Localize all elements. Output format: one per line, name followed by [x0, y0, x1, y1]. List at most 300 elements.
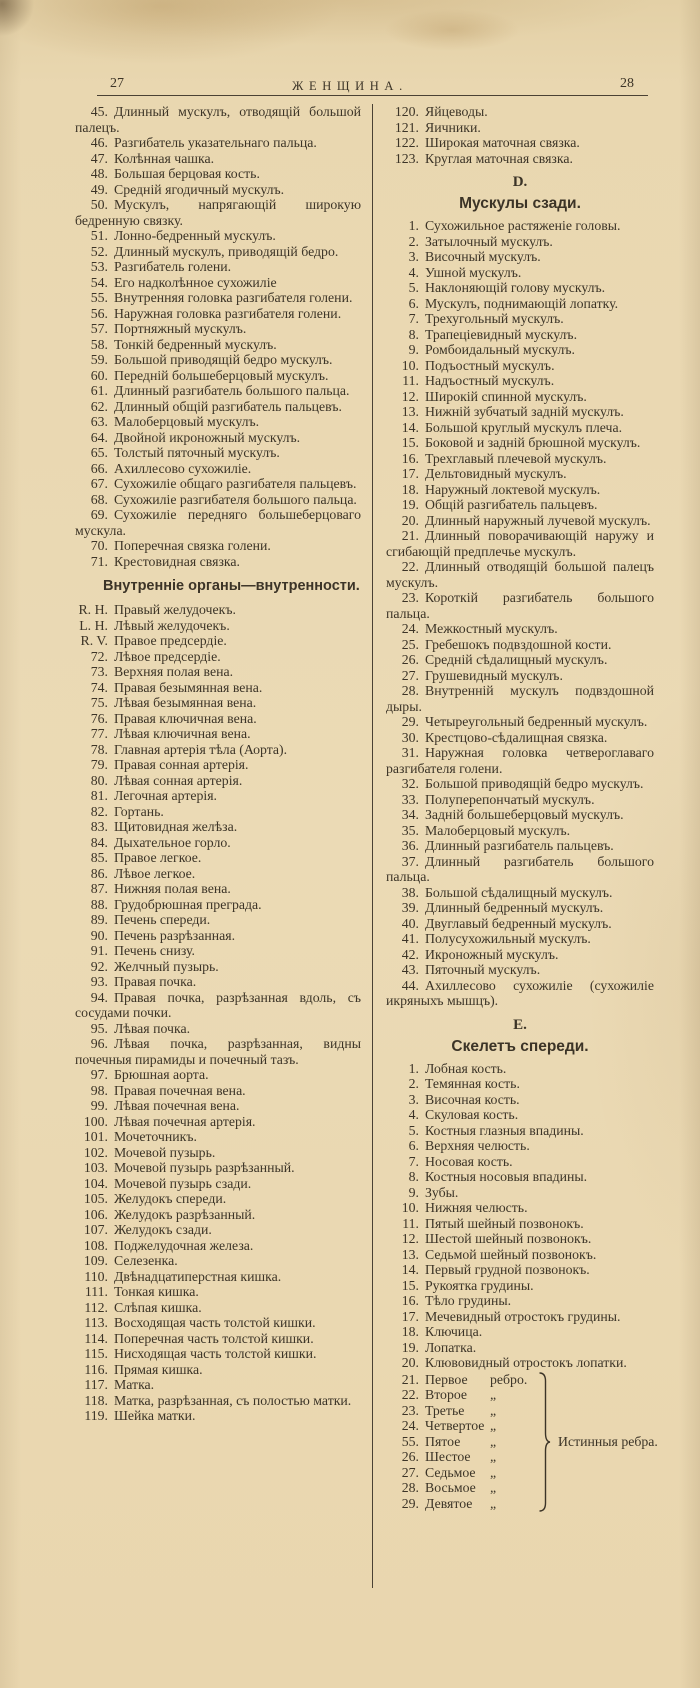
- item-text: Мочевой пузырь разрѣзанный.: [114, 1160, 295, 1175]
- item-number: 15.: [401, 1277, 419, 1293]
- item-number: 39.: [401, 900, 419, 915]
- item-number: 20.: [401, 1355, 419, 1370]
- item-text: Мечевидный отростокъ грудины.: [425, 1308, 621, 1324]
- list-item: [75, 166, 361, 182]
- list-item: [75, 943, 361, 959]
- item-text: Подъостный мускулъ.: [425, 357, 555, 373]
- item-text: Ушной мускулъ.: [425, 264, 522, 280]
- list-item: [386, 590, 654, 621]
- section-e-letter: E.: [513, 1016, 527, 1033]
- item-number: 43.: [401, 962, 419, 977]
- item-number: 59.: [90, 352, 108, 367]
- item-number: 105.: [83, 1191, 108, 1206]
- internal-organs-list: [75, 602, 361, 1424]
- item-number: 6.: [408, 1138, 419, 1153]
- item-text: Яйцеводы.: [425, 104, 488, 119]
- ditto-mark: „: [490, 1464, 497, 1480]
- rib-item: [386, 1480, 536, 1496]
- ditto-mark: ребро.: [490, 1371, 528, 1387]
- item-number: 109.: [83, 1253, 108, 1268]
- list-item: [75, 352, 361, 368]
- item-text: Щитовидная желѣза.: [114, 819, 238, 834]
- item-number: 28.: [401, 1480, 419, 1495]
- true-ribs-label: Истинныя ребра.: [558, 1433, 658, 1449]
- item-text: Тонкая кишка.: [114, 1284, 199, 1299]
- item-number: 77.: [90, 726, 108, 741]
- list-item: [386, 1123, 654, 1139]
- item-number: 123.: [394, 150, 419, 166]
- item-number: 44.: [401, 977, 419, 993]
- item-text: Длинный разгибатель большого пальца.: [114, 383, 350, 398]
- item-text: Яичники.: [425, 119, 481, 135]
- list-item: [75, 1160, 361, 1176]
- list-item: [386, 513, 654, 529]
- item-text: Желудокъ сзади.: [114, 1222, 212, 1237]
- item-text: Внутренняя головка разгибателя голени.: [114, 290, 353, 305]
- list-item: [386, 404, 654, 420]
- item-number: 5.: [408, 1122, 419, 1138]
- list-item: [75, 1331, 361, 1347]
- item-number: 12.: [401, 388, 419, 404]
- item-number: 55.: [90, 290, 108, 305]
- item-text: Ромбоидальный мускулъ.: [425, 342, 575, 357]
- list-item: [386, 838, 654, 854]
- list-item: [75, 1145, 361, 1161]
- item-text: Длинный отводящій большой палецъ мускулъ.: [386, 559, 654, 590]
- list-item: [386, 823, 654, 839]
- item-number: 63.: [90, 414, 108, 429]
- item-number: 49.: [90, 181, 108, 197]
- item-number: 53.: [90, 259, 108, 274]
- list-item: [75, 135, 361, 151]
- list-item: [386, 1138, 654, 1154]
- item-number: 62.: [90, 398, 108, 414]
- list-item: [386, 1355, 654, 1371]
- list-item: [386, 1092, 654, 1108]
- item-number: 19.: [401, 1339, 419, 1355]
- item-number: 29.: [401, 1495, 419, 1511]
- item-text: Большой сѣдалищный мускулъ.: [425, 884, 613, 900]
- list-item: [75, 928, 361, 944]
- item-text: Большой приводящій бедро мускулъ.: [114, 352, 333, 367]
- item-number: 55.: [401, 1433, 419, 1449]
- list-item: [386, 978, 654, 1009]
- item-text: Сухожиліе общаго разгибателя пальцевъ.: [114, 476, 357, 491]
- item-number: 22.: [401, 1387, 419, 1402]
- item-number: 54.: [90, 274, 108, 290]
- ditto-mark: „: [490, 1402, 497, 1418]
- item-text: Правая сонная артерія.: [114, 757, 249, 772]
- item-number: 90.: [90, 927, 108, 943]
- item-number: 28.: [401, 683, 419, 698]
- ditto-mark: „: [490, 1449, 497, 1464]
- list-item: [75, 1393, 361, 1409]
- list-item: [75, 337, 361, 353]
- item-number: 71.: [90, 553, 108, 569]
- item-text: Лѣвая ключичная вена.: [114, 726, 251, 741]
- item-text: Верхняя челюсть.: [425, 1138, 530, 1153]
- item-number: 32.: [401, 776, 419, 791]
- item-number: 5.: [408, 280, 419, 295]
- item-number: 107.: [83, 1222, 108, 1237]
- rib-item: [386, 1434, 536, 1450]
- section-heading-internal-organs: Внутренніе органы—внутренности.: [103, 578, 360, 594]
- item-number: 18.: [401, 1324, 419, 1339]
- list-item: [75, 290, 361, 306]
- ribs-list: [386, 1372, 536, 1512]
- item-text: Лонно-бедренный мускулъ.: [114, 228, 276, 243]
- item-number: 93.: [90, 974, 108, 989]
- list-item: [386, 1278, 654, 1294]
- item-number: 24.: [401, 621, 419, 636]
- item-text: Желудокъ разрѣзанный.: [114, 1206, 256, 1222]
- list-item: [386, 265, 654, 281]
- list-item: [75, 819, 361, 835]
- rib-name: Восьмое: [425, 1480, 476, 1495]
- item-text: Нижняя челюсть.: [425, 1200, 528, 1215]
- item-number: 37.: [401, 853, 419, 869]
- item-text: Правая ключичная вена.: [114, 710, 257, 726]
- item-number: 67.: [90, 476, 108, 491]
- item-number: 18.: [401, 481, 419, 497]
- item-text: Поперечная часть толстой кишки.: [114, 1330, 314, 1346]
- item-number: 113.: [84, 1315, 108, 1330]
- item-text: Прямая кишка.: [114, 1361, 203, 1377]
- item-number: 35.: [401, 822, 419, 838]
- list-item: [75, 1083, 361, 1099]
- item-text: Большая берцовая кость.: [114, 166, 260, 181]
- item-number: 14.: [401, 419, 419, 435]
- item-number: 76.: [90, 710, 108, 726]
- list-item: [75, 244, 361, 260]
- item-number: 85.: [90, 850, 108, 865]
- item-text: Тѣло грудины.: [425, 1293, 512, 1308]
- list-item: [386, 311, 654, 327]
- list-item: [386, 916, 654, 932]
- item-number: 2.: [408, 1076, 419, 1091]
- section-e-title: Скелетъ спереди.: [451, 1037, 589, 1055]
- item-number: R. V.: [80, 633, 108, 648]
- item-text: Его надколѣнное сухожиліе: [114, 274, 277, 290]
- list-item: [386, 1309, 654, 1325]
- item-text: Гребешокъ подвздошной кости.: [425, 636, 612, 652]
- list-item: [386, 559, 654, 590]
- item-number: 100.: [83, 1113, 108, 1129]
- list-item: [386, 280, 654, 296]
- item-number: 101.: [83, 1129, 108, 1144]
- item-number: 17.: [401, 1308, 419, 1324]
- item-number: 8.: [408, 326, 419, 342]
- list-item: [386, 668, 654, 684]
- item-text: Мочеточникъ.: [114, 1129, 197, 1144]
- list-item: [386, 420, 654, 436]
- list-item: [75, 1176, 361, 1192]
- item-text: Главная артерія тѣла (Аорта).: [114, 741, 288, 757]
- list-item: [386, 1185, 654, 1201]
- item-text: Матка, разрѣзанная, съ полостью матки.: [114, 1392, 352, 1408]
- item-number: 122.: [394, 135, 419, 150]
- item-text: Печень спереди.: [114, 912, 211, 927]
- list-item: [75, 866, 361, 882]
- item-number: 38.: [401, 884, 419, 900]
- item-number: 7.: [408, 1153, 419, 1169]
- list-item: [75, 757, 361, 773]
- item-number: 89.: [90, 912, 108, 927]
- list-item: [386, 218, 654, 234]
- item-text: Дельтовидный мускулъ.: [425, 466, 567, 481]
- item-text: Правая безымянная вена.: [114, 679, 263, 695]
- item-number: 84.: [90, 834, 108, 850]
- item-number: 24.: [401, 1418, 419, 1433]
- list-item: [75, 476, 361, 492]
- item-number: 87.: [90, 881, 108, 896]
- item-number: 31.: [401, 745, 419, 760]
- item-text: Нижній зубчатый задній мускулъ.: [425, 404, 624, 419]
- item-number: 110.: [84, 1268, 108, 1284]
- item-number: 3.: [408, 249, 419, 264]
- item-number: 4.: [408, 264, 419, 280]
- item-text: Наружный локтевой мускулъ.: [425, 481, 601, 497]
- item-number: 10.: [401, 1200, 419, 1215]
- running-title: ЖЕНЩИНА.: [292, 79, 408, 93]
- item-number: 99.: [90, 1098, 108, 1113]
- brace-glyph: [538, 1372, 551, 1512]
- item-text: Легочная артерія.: [114, 788, 218, 803]
- item-text: Портняжный мускулъ.: [114, 321, 247, 336]
- item-text: Крестцово-сѣдалищная связка.: [425, 729, 608, 745]
- list-item: [75, 649, 361, 665]
- item-number: 3.: [408, 1091, 419, 1107]
- list-item: [75, 695, 361, 711]
- item-text: Лѣвая сонная артерія.: [114, 772, 243, 788]
- rib-item: [386, 1418, 536, 1434]
- list-item: [386, 342, 654, 358]
- list-item: [75, 414, 361, 430]
- item-number: 117.: [84, 1377, 108, 1392]
- item-text: Длинный мускулъ, приводящій бедро.: [114, 243, 339, 259]
- item-text: Шейка матки.: [114, 1408, 196, 1423]
- list-item: [386, 807, 654, 823]
- list-item: [75, 1036, 361, 1067]
- list-item: [75, 1114, 361, 1130]
- muscles-front-list: [75, 104, 361, 569]
- item-number: 103.: [83, 1160, 108, 1175]
- column-divider: [372, 104, 373, 1588]
- list-item: [386, 358, 654, 374]
- list-item: [75, 399, 361, 415]
- item-text: Двуглавый бедренный мускулъ.: [425, 915, 612, 931]
- item-text: Мускулъ, поднимающій лопатку.: [425, 295, 619, 311]
- item-text: Полусухожильный мускулъ.: [425, 931, 591, 946]
- item-text: Длинный бедренный мускулъ.: [425, 900, 604, 915]
- item-number: 42.: [401, 946, 419, 962]
- list-item: [386, 1324, 654, 1340]
- list-item: [75, 835, 361, 851]
- list-item: [75, 974, 361, 990]
- list-item: [75, 680, 361, 696]
- item-text: Наклоняющій голову мускулъ.: [425, 280, 606, 295]
- item-number: 6.: [408, 295, 419, 311]
- item-number: 29.: [401, 714, 419, 729]
- rib-item: [386, 1372, 536, 1388]
- list-item: [75, 1207, 361, 1223]
- ribs-group: [386, 1371, 658, 1512]
- item-number: 10.: [401, 357, 419, 373]
- item-number: 78.: [90, 741, 108, 757]
- list-item: [386, 1340, 654, 1356]
- item-text: Длинный разгибатель пальцевъ.: [425, 838, 614, 853]
- item-number: 41.: [401, 931, 419, 946]
- item-text: Темянная кость.: [425, 1076, 520, 1091]
- item-number: L. H.: [79, 617, 108, 633]
- item-text: Гортань.: [114, 803, 164, 819]
- item-number: 56.: [90, 305, 108, 321]
- item-text: Общій разгибатель пальцевъ.: [425, 497, 598, 512]
- item-number: 102.: [83, 1144, 108, 1160]
- list-item: [75, 881, 361, 897]
- item-text: Лѣвое легкое.: [114, 865, 196, 881]
- item-text: Длинный разгибатель большого пальца.: [386, 853, 654, 884]
- item-text: Сухожильное растяженіе головы.: [425, 218, 621, 233]
- list-item: [75, 1362, 361, 1378]
- list-item: [75, 182, 361, 198]
- item-text: Желудокъ спереди.: [114, 1191, 227, 1206]
- item-number: 33.: [401, 791, 419, 807]
- rib-name: Девятое: [425, 1495, 473, 1511]
- item-text: Двойной икроножный мускулъ.: [114, 429, 301, 445]
- item-text: Дыхательное горло.: [114, 834, 231, 850]
- item-text: Крестовидная связка.: [114, 553, 240, 569]
- list-item: [75, 1253, 361, 1269]
- item-number: 45.: [90, 104, 108, 119]
- rib-item: [386, 1496, 536, 1512]
- item-text: Желчный пузырь.: [114, 958, 219, 974]
- item-text: Поперечная связка голени.: [114, 538, 271, 553]
- list-item: [75, 711, 361, 727]
- item-number: 11.: [402, 1215, 419, 1231]
- item-number: 19.: [401, 497, 419, 512]
- list-item: [75, 773, 361, 789]
- list-item: [386, 1061, 654, 1077]
- item-number: 40.: [401, 915, 419, 931]
- list-item: [75, 197, 361, 228]
- item-number: R. H.: [78, 602, 108, 617]
- list-item: [75, 618, 361, 634]
- item-text: Лѣвое предсердіе.: [114, 648, 221, 664]
- item-number: 2.: [408, 233, 419, 249]
- list-item: [386, 947, 654, 963]
- item-text: Нижняя полая вена.: [114, 881, 231, 896]
- item-number: 16.: [401, 450, 419, 466]
- item-text: Правое предсердіе.: [114, 633, 227, 648]
- section-e-header: [386, 1017, 654, 1056]
- list-item: [386, 900, 654, 916]
- list-item: [386, 1247, 654, 1263]
- list-item: [386, 1216, 654, 1232]
- item-text: Височная кость.: [425, 1091, 520, 1107]
- item-text: Грушевидный мускулъ.: [425, 667, 563, 683]
- item-number: 74.: [90, 679, 108, 695]
- item-number: 4.: [408, 1107, 419, 1122]
- item-text: Шестой шейный позвонокъ.: [425, 1231, 592, 1246]
- item-text: Малоберцовый мускулъ.: [425, 822, 571, 838]
- list-item: [75, 151, 361, 167]
- list-item: [75, 430, 361, 446]
- item-text: Мочевой пузырь сзади.: [114, 1175, 252, 1191]
- list-item: [386, 451, 654, 467]
- list-item: [386, 730, 654, 746]
- item-number: 9.: [408, 1184, 419, 1200]
- item-text: Длинный наружный лучевой мускулъ.: [425, 512, 651, 528]
- item-number: 91.: [90, 943, 108, 958]
- item-number: 51.: [90, 228, 108, 243]
- item-text: Средній ягодичный мускулъ.: [114, 181, 285, 197]
- item-text: Зубы.: [425, 1184, 459, 1200]
- item-text: Ахиллесово сухожиліе (сухожиліе икряныхъ мышцъ).: [386, 977, 654, 1008]
- item-text: Затылочный мускулъ.: [425, 233, 553, 249]
- item-text: Двѣнадцатиперстная кишка.: [114, 1268, 282, 1284]
- ditto-mark: „: [490, 1387, 497, 1402]
- item-number: 98.: [90, 1082, 108, 1098]
- list-item: [75, 602, 361, 618]
- item-text: Мочевой пузырь.: [114, 1144, 216, 1160]
- item-number: 106.: [83, 1206, 108, 1222]
- ditto-mark: „: [490, 1433, 497, 1449]
- item-text: Костныя глазныя впадины.: [425, 1122, 584, 1138]
- item-number: 72.: [90, 648, 108, 664]
- item-text: Внутренній мускулъ подвздошной дыры.: [386, 683, 654, 714]
- item-number: 27.: [401, 1464, 419, 1480]
- item-number: 7.: [408, 311, 419, 326]
- item-text: Лѣвая почка, разрѣзанная, видны почечныя пирамиды и почечный тазъ.: [75, 1036, 361, 1067]
- item-number: 25.: [401, 636, 419, 652]
- item-number: 83.: [90, 819, 108, 834]
- item-number: 15.: [401, 435, 419, 450]
- item-number: 108.: [83, 1237, 108, 1253]
- item-number: 94.: [90, 989, 108, 1005]
- item-number: 96.: [90, 1036, 108, 1051]
- item-number: 60.: [90, 367, 108, 383]
- item-text: Широкій спинной мускулъ.: [425, 388, 587, 404]
- item-text: Ключица.: [425, 1324, 483, 1339]
- header-rule: [97, 95, 648, 96]
- list-item: [75, 1191, 361, 1207]
- item-text: Разгибатель указательнаго пальца.: [114, 135, 317, 150]
- list-item: [386, 120, 654, 136]
- internal-organs-continued-list: [386, 104, 654, 166]
- item-number: 112.: [84, 1299, 108, 1315]
- item-text: Пяточный мускулъ.: [425, 962, 541, 977]
- item-text: Колѣнная чашка.: [114, 150, 215, 166]
- item-text: Задній большеберцовый мускулъ.: [425, 807, 624, 822]
- list-item: [75, 1284, 361, 1300]
- item-text: Правая почечная вена.: [114, 1082, 246, 1098]
- item-text: Лѣвый желудочекъ.: [114, 617, 230, 633]
- item-number: 36.: [401, 838, 419, 853]
- item-text: Широкая маточная связка.: [425, 135, 580, 150]
- item-number: 92.: [90, 958, 108, 974]
- list-item: [75, 1238, 361, 1254]
- list-item: [386, 435, 654, 451]
- item-number: 23.: [401, 1402, 419, 1418]
- item-number: 116.: [84, 1361, 108, 1377]
- list-item: [75, 1222, 361, 1238]
- item-text: Большой приводящій бедро мускулъ.: [425, 776, 644, 791]
- list-item: [75, 1408, 361, 1424]
- item-text: Толстый пяточный мускулъ.: [114, 445, 280, 460]
- rib-name: Первое: [425, 1371, 468, 1387]
- list-item: [75, 1377, 361, 1393]
